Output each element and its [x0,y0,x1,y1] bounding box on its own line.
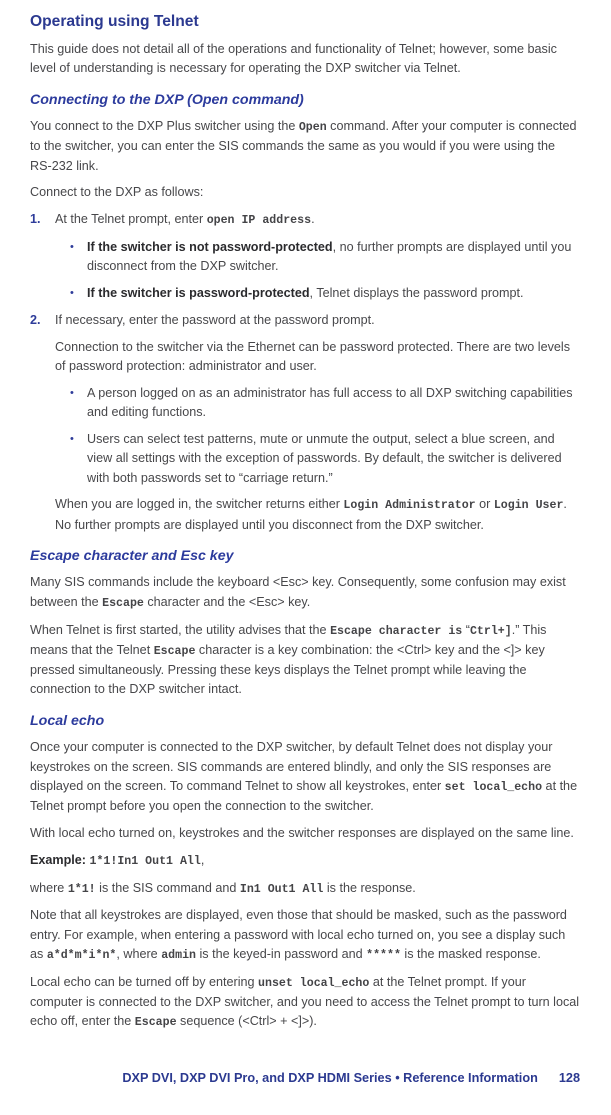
bullet-icon: • [70,432,74,445]
text-run: A person logged on as an administrator has full access to all DXP switching capabilities and editing functions. [87,385,573,420]
list-item-text [87,430,580,488]
list-item-text [87,238,580,277]
inline-code: Login Administrator [343,499,476,513]
bullet-icon: • [70,386,74,399]
inline-code: Escape character is [330,624,463,638]
text-run: At the Telnet prompt, enter [55,212,207,227]
inline-code: Escape [134,1016,177,1030]
inline-code: ***** [366,948,401,962]
section-heading: Connecting to the DXP (Open command) [30,91,304,108]
inline-code: In1 Out1 All [239,882,324,896]
text-run: or [475,497,494,512]
text-run: .” This means that the Telnet [30,622,547,657]
text-run: at the Telnet prompt before you open the connection to the switcher. [30,778,578,814]
text-run: “ [462,622,470,637]
inline-code: open IP address [206,214,312,228]
bullet-list-item [70,238,580,277]
bullet-list-item [70,384,580,423]
text-run: is the SIS command and [95,880,240,895]
text-run: You connect to the DXP Plus switcher using the [30,119,299,134]
text-run: . No further prompts are displayed until you disconnect from the DXP switcher. [55,497,567,532]
bullet-icon: • [70,241,74,254]
text-run: is the keyed-in password and [196,946,367,961]
bold-text-run: If the switcher is password-protected [87,286,310,301]
paragraph [55,338,580,377]
text-run: Connection to the switcher via the Ethernet can be password protected. There are two levels of password protection: administrator and user. [55,339,570,374]
text-run: at the Telnet prompt. If your computer is connected to the DXP switcher, and you need to access the Telnet prompt to turn local echo off, enter the [30,974,580,1029]
paragraph [30,621,580,700]
inline-code: Ctrl+] [469,624,512,638]
list-item-text [87,384,580,423]
text-run: This guide does not detail all of the operations and functionality of Telnet; however, some basic level of understanding is necessary for operating the DXP switcher via Telnet. [30,42,557,76]
text-run: is the response. [323,880,416,895]
text-run: With local echo turned on, keystrokes and the switcher responses are displayed on the same line. [30,825,574,840]
paragraph [30,973,580,1033]
paragraph [30,879,580,899]
inline-code: admin [161,948,196,962]
list-item-text [87,284,580,303]
inline-code: set local_echo [444,780,543,794]
bullet-icon: • [70,287,74,300]
text-run: , no further prompts are displayed until you disconnect from the DXP switcher. [87,240,572,274]
section-heading: Local echo [30,712,105,729]
paragraph [30,906,580,965]
page-footer [122,1070,580,1086]
text-run: Users can select test patterns, mute or unmute the output, select a blue screen, and view all settings with the exception of passwords. By default, the switcher is delivered with both passwords set to “carriage return.” [87,431,562,485]
text-run: character is a key combination: the <Ctrl> key and the <]> key pressed simultaneously. Pressing these keys displays the Telnet prompt while leaving the connection to the DXP switcher intact. [30,642,545,697]
text-run: , Telnet displays the password prompt. [309,286,524,301]
paragraph [30,573,580,613]
list-item-text [55,311,580,330]
text-run: Connect to the DXP as follows: [30,185,204,200]
text-run: When Telnet is first started, the utility advises that the [30,622,331,637]
paragraph [55,495,580,535]
inline-code: 1*1! [67,882,96,896]
list-number: 2. [30,312,41,327]
text-run: When you are logged in, the switcher returns either [55,497,344,512]
numbered-list-item [30,311,580,330]
text-run: is the masked response. [400,946,541,961]
paragraph [30,824,580,843]
text-run: character and the <Esc> key. [143,594,311,609]
text-run: Local echo can be turned off by entering [30,974,259,989]
numbered-list-item [30,210,580,230]
inline-code: 1*1!In1 Out1 All [89,854,201,868]
inline-code: Open [298,121,327,135]
text-run: . [311,212,315,227]
text-run: Once your computer is connected to the DXP switcher, by default Telnet does not display your keystrokes on the screen. SIS commands are entered blindly, and only the SIS responses are displayed on the screen. To command Telnet to show all keystrokes, enter [30,740,553,793]
paragraph [30,40,580,79]
inline-code: Escape [153,644,196,658]
text-run: If necessary, enter the password at the password prompt. [55,312,375,327]
text-run: Note that all keystrokes are displayed, even those that should be masked, such as the password entry. For example, when entering a password with local echo turned on, you see a display such as [30,908,567,961]
bullet-list-item [70,430,580,488]
text-run: command. After your computer is connected to the switcher, you can enter the SIS commands the same as you would if you were using the RS-232 link. [30,119,577,173]
paragraph [30,851,580,871]
list-item-text [55,210,580,230]
text-run: Many SIS commands include the keyboard <Esc> key. Consequently, some confusion may exist between the [30,575,566,609]
paragraph [30,738,580,816]
page-number: 128 [558,1071,580,1085]
page-title: Operating using Telnet [30,13,199,30]
section-heading: Escape character and Esc key [30,547,234,564]
text-run: where [30,880,68,895]
paragraph [30,117,580,176]
document-content [30,13,580,1033]
inline-code: Escape [102,596,144,610]
footer-title: DXP DVI, DXP DVI Pro, and DXP HDMI Series • Reference Information [122,1071,538,1085]
text-run: , where [116,946,162,961]
inline-code: a*d*m*i*n* [46,948,117,962]
inline-code: Login User [493,499,564,513]
text-run: sequence (<Ctrl> + <]>). [176,1014,317,1029]
paragraph [30,183,580,202]
text-run: , [200,852,205,867]
bold-text-run: Example: [30,852,90,867]
inline-code: unset local_echo [258,976,370,990]
bullet-list-item [70,284,580,303]
list-number: 1. [30,212,41,227]
bold-text-run: If the switcher is not password-protected [87,240,333,255]
